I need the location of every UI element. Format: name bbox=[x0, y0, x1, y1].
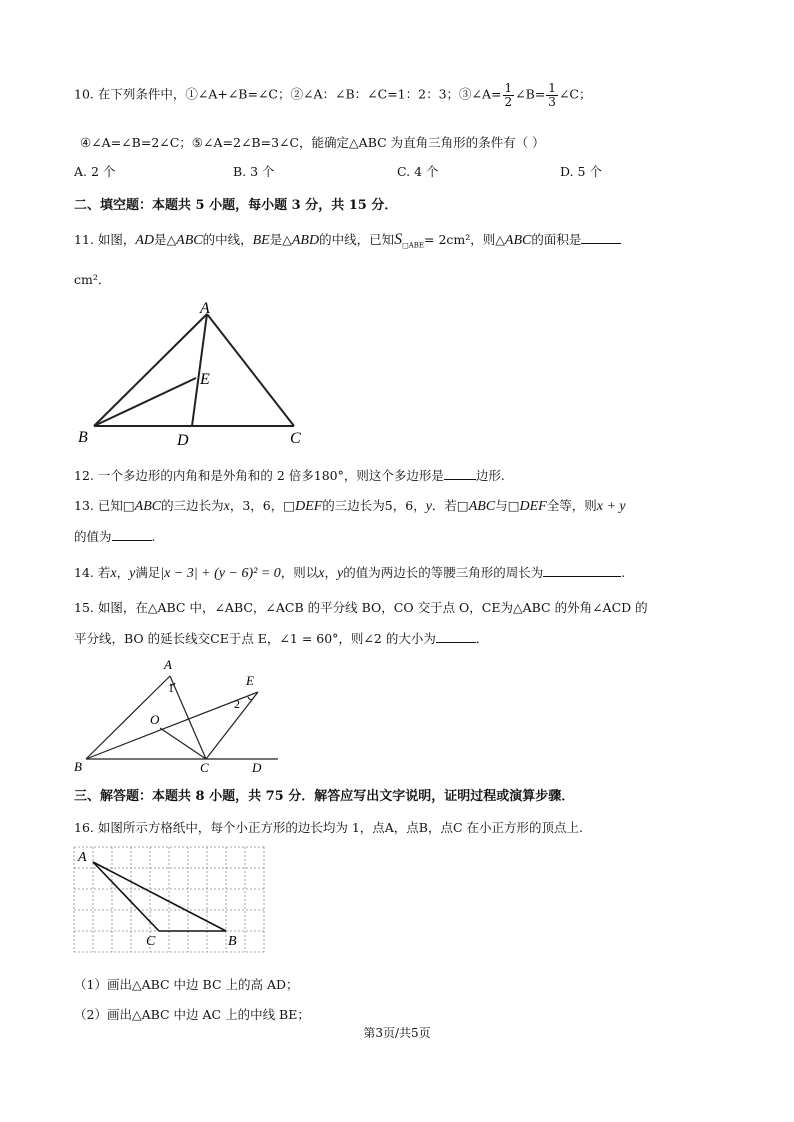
q16-line: 16. 如图所示方格纸中，每个小正方形的边长均为 1，点A，点B，点C 在小正方形的顶点上. bbox=[74, 820, 584, 835]
q10-line2: ④∠A=∠B=2∠C；⑤∠A=2∠B=3∠C，能确定△ABC 为直角三角形的条件有（ ） bbox=[80, 135, 545, 150]
q11-label-c: C bbox=[290, 430, 301, 447]
q13-y: y bbox=[425, 499, 432, 514]
q10-frac1-den: 2 bbox=[504, 94, 513, 109]
q13-line2-b: . bbox=[151, 529, 156, 544]
q16-part2: （2）画出△ABC 中边 AC 上的中线 BE； bbox=[74, 1007, 310, 1022]
q10-option-a: A. 2 个 bbox=[74, 164, 116, 179]
q11-text-a: 11. 如图， bbox=[74, 232, 136, 247]
q14-text-a: 14. 若 bbox=[74, 565, 111, 580]
q11-s: S bbox=[394, 231, 403, 248]
q16-label-c: C bbox=[146, 934, 156, 949]
q10-fraction-2 bbox=[546, 82, 558, 108]
q16-grid-figure bbox=[72, 845, 268, 957]
q10-option-b: B. 3 个 bbox=[233, 164, 275, 179]
q14-text-e: ， bbox=[324, 565, 338, 580]
q15-label-o: O bbox=[150, 712, 160, 727]
page-footer: 第3页/共5页 bbox=[363, 1026, 431, 1040]
q11-be: BE bbox=[252, 233, 270, 248]
q15-label-b: B bbox=[74, 759, 82, 774]
q10-line1-mid: ∠B= bbox=[515, 86, 546, 102]
q15-label-c: C bbox=[200, 760, 209, 775]
q11-text-g: 的面积是 bbox=[531, 232, 582, 247]
q14-text-b: ， bbox=[116, 565, 130, 580]
q14-y2: y bbox=[337, 566, 344, 581]
q13-text-b: 的三边长为 bbox=[161, 498, 224, 513]
q13-def: DEF bbox=[295, 499, 323, 514]
q11-label-a: A bbox=[200, 300, 210, 317]
q12-text-b: 边形. bbox=[475, 468, 505, 483]
q11-text-d: 是△ bbox=[269, 232, 292, 247]
q15-line1: 15. 如图，在△ABC 中，∠ABC，∠ACB 的平分线 BO，CO 交于点 O，CE为△ABC 的外角∠ACD 的 bbox=[74, 600, 648, 615]
q13-abc2: ABC bbox=[468, 499, 496, 514]
q11-line-ac bbox=[207, 314, 294, 426]
q11-line-ad bbox=[192, 314, 207, 426]
q15-line2 bbox=[74, 629, 488, 647]
q10-option-d: D. 5 个 bbox=[560, 164, 602, 179]
q15-label-d: D bbox=[252, 760, 262, 775]
q11-figure bbox=[74, 298, 314, 450]
q14-text-d: ，则以 bbox=[280, 565, 319, 580]
q10-fraction-1 bbox=[503, 82, 515, 108]
q16-line-ac bbox=[93, 862, 159, 931]
q10-frac2-num: 1 bbox=[548, 81, 556, 95]
q16-label-b: B bbox=[228, 934, 237, 949]
q11-abc2: ABC bbox=[504, 233, 532, 248]
q13-text-g: 全等，则 bbox=[546, 498, 597, 513]
q11-label-d: D bbox=[177, 432, 189, 449]
q16-label-a: A bbox=[78, 850, 87, 865]
q11-text-c: 的中线， bbox=[202, 232, 253, 247]
q13-line2 bbox=[74, 527, 156, 545]
q14-answer-blank bbox=[543, 564, 621, 577]
section-2-heading: 二、填空题：本题共 5 小题，每小题 3 分，共 15 分． bbox=[74, 198, 398, 213]
q14-x2: x bbox=[318, 566, 325, 581]
section-3-heading: 三、解答题：本题共 8 小题，共 75 分．解答应写出文字说明，证明过程或演算步骤． bbox=[74, 789, 575, 804]
q10-line1 bbox=[74, 82, 591, 108]
q11-ad: AD bbox=[135, 233, 155, 248]
q11-label-e: E bbox=[200, 371, 210, 388]
q10-line1-prefix: 10. 在下列条件中，①∠A+∠B=∠C；②∠A：∠B：∠C=1：2：3；③∠A= bbox=[74, 86, 502, 102]
q13-x-plus-y: x + y bbox=[596, 499, 626, 514]
q13-x: x bbox=[223, 499, 230, 514]
q13-def2: DEF bbox=[519, 499, 547, 514]
q12-text-a: 12. 一个多边形的内角和是外角和的 2 倍多180°，则这个多边形是 bbox=[74, 468, 444, 483]
q14-line bbox=[74, 563, 625, 582]
q11-unit: cm²． bbox=[74, 272, 111, 287]
q15-line2-b: ． bbox=[475, 631, 489, 646]
q11-text-b: 是△ bbox=[154, 232, 177, 247]
q11-abc: ABC bbox=[176, 233, 203, 248]
q12-answer-blank bbox=[444, 467, 476, 480]
q16-part1: （1）画出△ABC 中边 BC 上的高 AD； bbox=[74, 977, 299, 992]
q11-answer-blank bbox=[581, 231, 621, 244]
q14-text-f: 的值为两边长的等腰三角形的周长为 bbox=[343, 565, 544, 580]
q11-line1 bbox=[74, 230, 621, 250]
q12-line bbox=[74, 466, 505, 484]
q10-frac2-den: 3 bbox=[548, 94, 556, 109]
q13-text-f: 与□ bbox=[495, 498, 520, 513]
q13-line1 bbox=[74, 496, 626, 515]
q10-frac1-num: 1 bbox=[504, 81, 513, 95]
q14-text-g: . bbox=[621, 565, 626, 580]
q13-line2-a: 的值为 bbox=[74, 529, 112, 544]
q11-abd: ABD bbox=[291, 233, 320, 248]
q11-line-be bbox=[94, 378, 196, 426]
q13-text-a: 13. 已知□ bbox=[74, 498, 135, 513]
q14-x: x bbox=[110, 566, 117, 581]
q14-expression: |x − 3| + (y − 6)² = 0 bbox=[160, 566, 281, 581]
q10-line1-suffix: ∠C； bbox=[558, 86, 592, 102]
q15-label-angle-1: 1 bbox=[168, 681, 174, 695]
q13-text-c: ，3，6，□ bbox=[229, 498, 296, 513]
q11-text-e: 的中线，已知 bbox=[319, 232, 395, 247]
q13-abc: ABC bbox=[134, 499, 162, 514]
q15-line2-a: 平分线，BO 的延长线交CE于点 E，∠1 = 60°，则∠2 的大小为 bbox=[74, 631, 436, 646]
q11-eq: = 2cm² bbox=[424, 232, 471, 247]
q14-y: y bbox=[129, 566, 136, 581]
q11-line-ab bbox=[94, 314, 207, 426]
q11-label-b: B bbox=[78, 429, 88, 446]
q16-line-ab bbox=[93, 862, 226, 931]
q13-answer-blank bbox=[112, 528, 152, 541]
q13-text-d: 的三边长为5，6， bbox=[322, 498, 426, 513]
q15-answer-blank bbox=[436, 630, 476, 643]
q10-option-c: C. 4 个 bbox=[397, 164, 439, 179]
q11-sub: □ABE bbox=[402, 241, 425, 250]
q15-angle-2-arc bbox=[248, 697, 253, 700]
q14-text-c: 满足 bbox=[135, 565, 161, 580]
q13-text-e: ．若□ bbox=[431, 498, 469, 513]
q15-label-a: A bbox=[164, 657, 172, 672]
q15-figure bbox=[74, 656, 284, 776]
q15-label-e: E bbox=[246, 673, 254, 688]
q11-text-f: ，则△ bbox=[470, 232, 505, 247]
q15-label-angle-2: 2 bbox=[234, 697, 240, 711]
